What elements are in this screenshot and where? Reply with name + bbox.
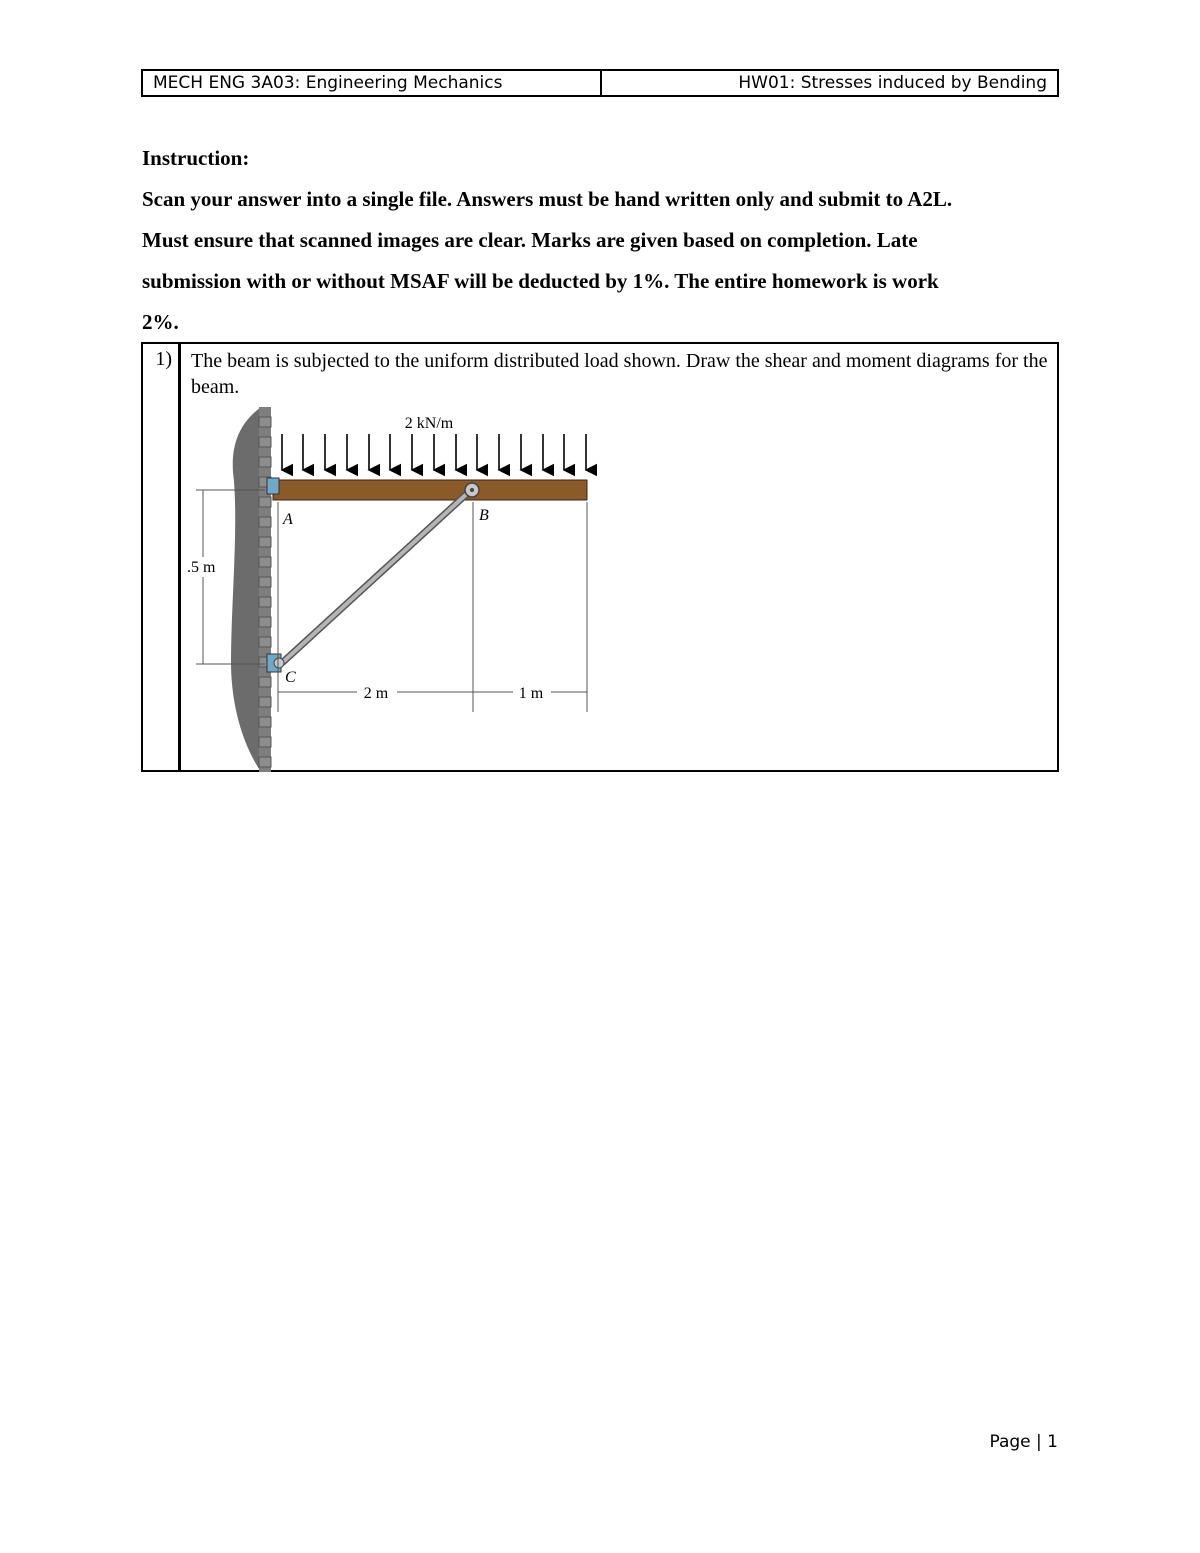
question-body bbox=[181, 344, 1057, 770]
instruction-line: submission with or without MSAF will be deducted by 1%. The entire homework is work bbox=[142, 269, 939, 293]
height-label: .5 m bbox=[187, 559, 216, 576]
page-header bbox=[141, 69, 1059, 97]
course-title: MECH ENG 3A03: Engineering Mechanics bbox=[143, 71, 602, 95]
question-text: The beam is subjected to the uniform distributed load shown. Draw the shear and moment diagrams for the beam. bbox=[191, 350, 1048, 398]
instruction-line: Scan your answer into a single file. Answers must be hand written only and submit to A2L. bbox=[142, 187, 953, 211]
question-table bbox=[141, 342, 1059, 772]
assignment-title: HW01: Stresses induced by Bending bbox=[738, 73, 1047, 93]
label-b: B bbox=[479, 507, 489, 524]
dim-right-label: 1 m bbox=[518, 685, 544, 702]
load-label: 2 kN/m bbox=[404, 415, 454, 432]
question-number: 1) bbox=[143, 344, 181, 770]
label-a: A bbox=[283, 511, 293, 528]
instruction-line: Must ensure that scanned images are clear. Marks are given based on completion. Late bbox=[142, 228, 918, 252]
pin-support-a bbox=[267, 478, 279, 494]
instructions bbox=[142, 138, 1062, 343]
instruction-heading: Instruction: bbox=[142, 146, 250, 170]
instruction-line: 2%. bbox=[142, 310, 179, 334]
dim-left-label: 2 m bbox=[363, 685, 389, 702]
brick-wall bbox=[231, 407, 271, 772]
label-c: C bbox=[285, 669, 296, 686]
page-number: Page | 1 bbox=[989, 1432, 1058, 1452]
beam-figure bbox=[187, 402, 661, 772]
distributed-load-arrows bbox=[282, 434, 586, 470]
beam bbox=[273, 480, 587, 500]
